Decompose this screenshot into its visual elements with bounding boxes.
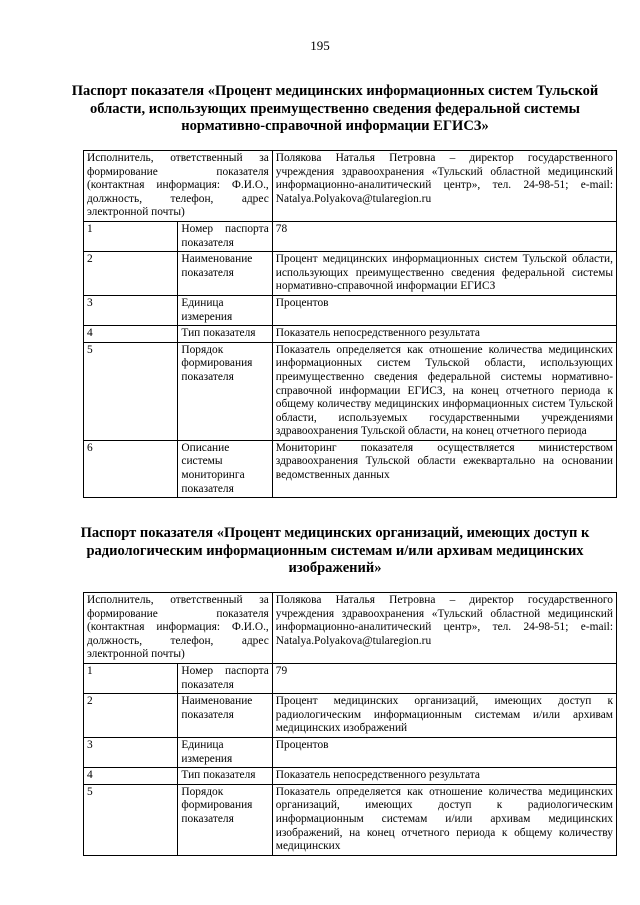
row-label: Номер паспорта показателя: [178, 221, 272, 251]
row-value: Процент медицинских информационных систем Тульской области, использующих преимущественно сведения федеральной системы нормативно-справочной информации ЕГИСЗ: [272, 252, 616, 296]
table-row: [84, 295, 617, 325]
row-value: Показатель определяется как отношение количества медицинских организаций, имеющих доступ к радиологическим информационным системам и/или архивам медицинских изображений, на конец отчетного периода к общему количеству медицинских: [272, 784, 616, 855]
table-row: [84, 784, 617, 855]
table-row: [84, 694, 617, 738]
row-label: Порядок формирования показателя: [178, 342, 272, 440]
row-value: Показатель определяется как отношение количества медицинских информационных систем Тульской области, использующих преимущественно сведения федеральной системы нормативно-справочной информации ЕГИСЗ, на конец отчетного периода к общему количеству медицинских информационных систем Тульской области, используемых государственными учреждениями здравоохранения Тульской области, на конец отчетного периода: [272, 342, 616, 440]
section-title: Паспорт показателя «Процент медицинских информационных систем Тульской области, использующих преимущественно сведения федеральной системы нормативно-справочной информации ЕГИСЗ»: [71, 83, 599, 134]
row-value: Процентов: [272, 295, 616, 325]
row-value: Процентов: [272, 737, 616, 767]
row-label: Наименование показателя: [178, 694, 272, 738]
row-number: 4: [84, 768, 178, 785]
row-value: 78: [272, 221, 616, 251]
row-label: Наименование показателя: [178, 252, 272, 296]
table-row: [84, 326, 617, 343]
row-label: Номер паспорта показателя: [178, 663, 272, 693]
row-value: Показатель непосредственного результата: [272, 326, 616, 343]
row-number: 4: [84, 326, 178, 343]
table-row: [84, 737, 617, 767]
table-row: [84, 342, 617, 440]
table-row: [84, 252, 617, 296]
row-label: Единица измерения: [178, 295, 272, 325]
row-number: 5: [84, 784, 178, 855]
executor-value: Полякова Наталья Петровна – директор государственного учреждения здравоохранения «Тульский областной медицинский информационно-аналитический центр», тел. 24-98-51; e-mail: Natalya.Polyakova@tularegion.ru: [272, 593, 616, 664]
table-row: [84, 151, 617, 222]
row-label: Описание системы мониторинга показателя: [178, 440, 272, 497]
row-number: 3: [84, 737, 178, 767]
row-number: 2: [84, 252, 178, 296]
row-value: Процент медицинских организаций, имеющих доступ к радиологическим информационным системам и/или архивам медицинских изображений: [272, 694, 616, 738]
table-row: [84, 663, 617, 693]
row-value: Мониторинг показателя осуществляется министерством здравоохранения Тульской области ежеквартально на основании ведомственных данных: [272, 440, 616, 497]
table-row: [84, 221, 617, 251]
executor-label: Исполнитель, ответственный за формирование показателя (контактная информация: Ф.И.О., должность, телефон, адрес электронной почты): [84, 593, 273, 664]
row-label: Тип показателя: [178, 768, 272, 785]
row-number: 3: [84, 295, 178, 325]
row-label: Порядок формирования показателя: [178, 784, 272, 855]
row-label: Единица измерения: [178, 737, 272, 767]
row-number: 1: [84, 221, 178, 251]
row-label: Тип показателя: [178, 326, 272, 343]
table-row: [84, 440, 617, 497]
row-number: 1: [84, 663, 178, 693]
table-row: [84, 768, 617, 785]
passport-table: [83, 592, 617, 856]
row-number: 6: [84, 440, 178, 497]
executor-label: Исполнитель, ответственный за формирование показателя (контактная информация: Ф.И.О., должность, телефон, адрес электронной почты): [84, 151, 273, 222]
row-value: Показатель непосредственного результата: [272, 768, 616, 785]
passport-table: [83, 150, 617, 498]
row-number: 2: [84, 694, 178, 738]
executor-value: Полякова Наталья Петровна – директор государственного учреждения здравоохранения «Тульский областной медицинский информационно-аналитический центр», тел. 24-98-51; e-mail: Natalya.Polyakova@tularegion.ru: [272, 151, 616, 222]
row-value: 79: [272, 663, 616, 693]
page-number: 195: [310, 38, 330, 53]
section-title: Паспорт показателя «Процент медицинских организаций, имеющих доступ к радиологическим информационным системам и/или архивам медицинских изображений»: [80, 525, 590, 576]
table-row: [84, 593, 617, 664]
row-number: 5: [84, 342, 178, 440]
